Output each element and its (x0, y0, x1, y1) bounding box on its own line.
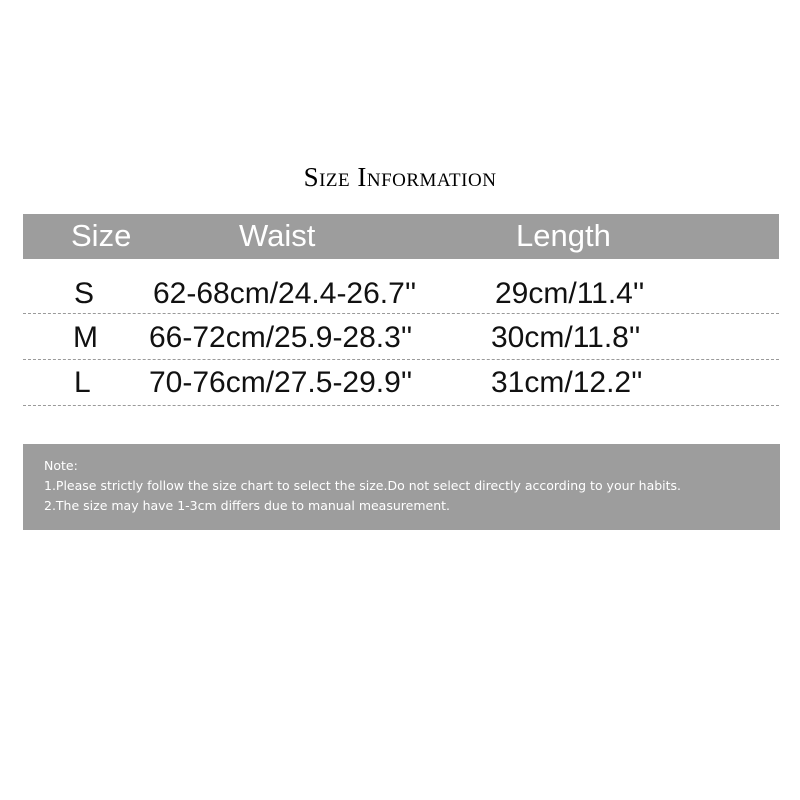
waist-cell: 66-72cm/25.9-28.3'' (149, 321, 413, 354)
length-cell: 29cm/11.4'' (495, 277, 645, 310)
size-information-title: Size Information (303, 162, 497, 192)
length-cell: 30cm/11.8'' (491, 321, 641, 354)
waist-cell: 62-68cm/24.4-26.7'' (153, 277, 417, 310)
note-line-1: 1.Please strictly follow the size chart to select the size.Do not select directly according to your habits. (44, 478, 682, 493)
size-cell: M (73, 321, 98, 354)
note-line-2: 2.The size may have 1-3cm differs due to manual measurement. (44, 498, 450, 513)
length-cell: 31cm/12.2'' (491, 366, 643, 399)
table-row (23, 314, 779, 361)
table-header (23, 214, 779, 259)
header-length: Length (516, 218, 611, 253)
size-cell: L (74, 366, 91, 399)
note-heading: Note: (44, 458, 78, 473)
header-size: Size (71, 218, 132, 253)
waist-cell: 70-76cm/27.5-29.9'' (149, 366, 413, 399)
note-box (23, 444, 780, 530)
header-waist: Waist (239, 218, 316, 253)
size-cell: S (74, 277, 95, 310)
table-row (23, 359, 779, 406)
table-row (23, 270, 779, 317)
row-divider (23, 405, 779, 406)
